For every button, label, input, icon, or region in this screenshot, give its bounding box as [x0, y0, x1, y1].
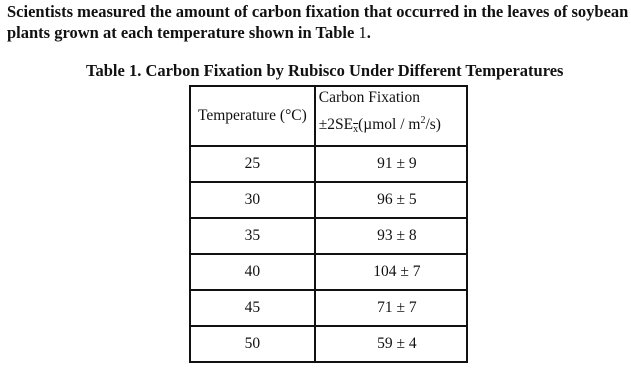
fixation-cell: 59 ± 4 [315, 326, 467, 362]
table-row [190, 146, 467, 182]
fixation-cell: 91 ± 9 [315, 146, 467, 182]
intro-line-2-suffix: . [366, 23, 371, 42]
intro-line-1: Scientists measured the amount of carbon fixation that occurred in the leaves of soybean [7, 2, 629, 21]
fixation-cell: 71 ± 7 [315, 290, 467, 326]
header-carbon-line-1: Carbon Fixation [318, 89, 420, 106]
header-carbon-unit-close: /s) [425, 116, 441, 133]
header-carbon-xbar: $\overline{x}$ [353, 124, 359, 135]
temperature-cell: 45 [190, 290, 315, 326]
fixation-cell: 96 ± 5 [315, 182, 467, 218]
temperature-cell: 25 [190, 146, 315, 182]
table-row [190, 218, 467, 254]
header-carbon-pm: ±2SE [318, 116, 354, 133]
temperature-cell: 35 [190, 218, 315, 254]
table-caption: Table 1. Carbon Fixation by Rubisco Under Different Temperatures [86, 61, 564, 80]
temperature-cell: 30 [190, 182, 315, 218]
table-row [190, 182, 467, 218]
fixation-cell: 93 ± 8 [315, 218, 467, 254]
table-row [190, 326, 467, 362]
header-carbon-line-2 [319, 114, 466, 138]
carbon-fixation-table [189, 85, 468, 363]
temperature-cell: 50 [190, 326, 315, 362]
intro-paragraph [7, 1, 629, 43]
header-carbon-fixation [315, 86, 467, 146]
fixation-cell: 104 ± 7 [315, 254, 467, 290]
header-carbon-unit-open: (µmol / m [358, 116, 421, 133]
table-row [190, 254, 467, 290]
temperature-cell: 40 [190, 254, 315, 290]
header-carbon-sup: 2 [420, 115, 426, 126]
intro-table-ref: 1 [358, 23, 367, 42]
header-temperature: Temperature (°C) [190, 86, 315, 146]
intro-line-2-prefix: plants grown at each temperature shown in Table [7, 23, 359, 42]
table-row [190, 290, 467, 326]
table-header-row [190, 86, 467, 146]
